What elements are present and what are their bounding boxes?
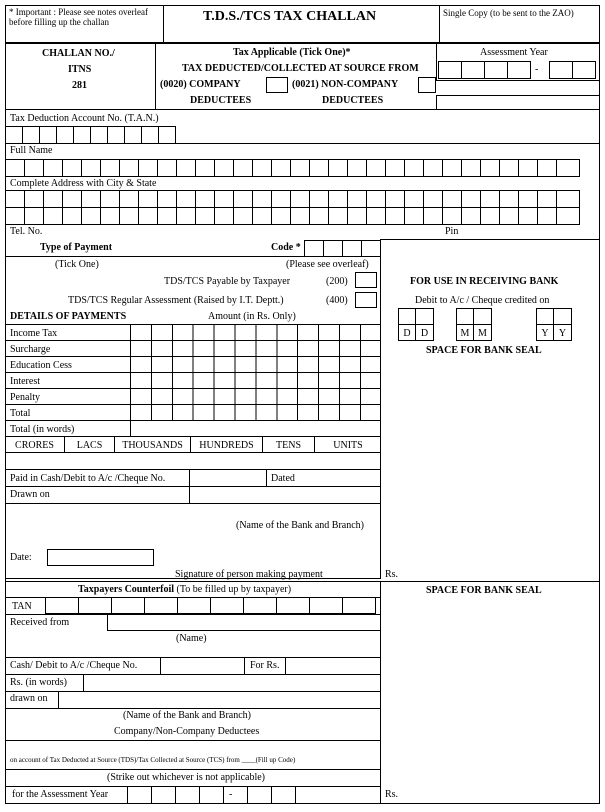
rule-after-code xyxy=(5,256,381,257)
paid-dated-divider xyxy=(266,469,267,486)
strike-out-label: (Strike out whichever is not applicable) xyxy=(107,772,266,783)
rs-in-words-label: Rs. (in words) xyxy=(10,677,67,688)
paid-dated-label: Dated xyxy=(271,473,295,484)
date-cell-m1-top xyxy=(456,308,474,325)
regular-tick-box[interactable] xyxy=(355,292,377,308)
counterfoil-rule-8 xyxy=(5,769,381,770)
date-cell-d2[interactable]: D xyxy=(416,324,434,341)
counterfoil-title-bold: Taxpayers Counterfoil xyxy=(78,584,175,595)
tan-cells[interactable] xyxy=(5,126,175,144)
bank-branch-label: (Name of the Bank and Branch) xyxy=(236,520,365,531)
code-label: Code * xyxy=(271,242,301,253)
income-tax-label: Income Tax xyxy=(10,328,58,339)
company-option-label: (0020) COMPANY xyxy=(160,79,241,90)
date-cell-d2-top xyxy=(416,308,434,325)
payable-code: (200) xyxy=(326,276,348,287)
counterfoil-title xyxy=(78,585,291,595)
rule-after-denominations xyxy=(5,452,381,453)
date-cell-d1[interactable]: D xyxy=(398,324,416,341)
assessment-year-start-cells[interactable] xyxy=(438,61,530,79)
assessment-lower-band xyxy=(436,80,600,96)
regular-code: (400) xyxy=(326,295,348,306)
regular-assessment-label: TDS/TCS Regular Assessment (Raised by I.T. Deptt.) xyxy=(68,295,284,306)
header-divider-right xyxy=(439,5,440,43)
details-rule-4 xyxy=(5,388,381,389)
counterfoil-assessment-start-cells[interactable] xyxy=(127,786,223,804)
date-cell-d1-top xyxy=(398,308,416,325)
denomination-row xyxy=(5,436,381,452)
counterfoil-rule-5 xyxy=(5,691,381,692)
counterfoil-cash-divider xyxy=(160,657,161,674)
tan-label: Tax Deduction Account No. (T.A.N.) xyxy=(10,113,159,124)
counterfoil-bank-branch-label: (Name of the Bank and Branch) xyxy=(123,710,252,721)
counterfoil-drawn-on-label: drawn on xyxy=(10,693,48,704)
amount-label: Amount (in Rs. Only) xyxy=(208,311,296,322)
date-cell-m2[interactable]: M xyxy=(474,324,492,341)
date-cell-y2[interactable]: Y xyxy=(554,324,572,341)
details-rule-2 xyxy=(5,356,381,357)
denomination-thousands: THOUSANDS xyxy=(115,436,191,452)
challan-number: 281 xyxy=(72,80,87,91)
tel-label: Tel. No. xyxy=(10,226,43,237)
counterfoil-tan-cells[interactable] xyxy=(45,597,375,614)
see-overleaf-label: (Please see overleaf) xyxy=(286,259,369,270)
code-cells[interactable] xyxy=(304,240,380,257)
full-name-cells[interactable] xyxy=(5,159,579,177)
education-cess-label: Education Cess xyxy=(10,360,72,371)
for-rs-label: For Rs. xyxy=(250,660,280,671)
date-input-box[interactable] xyxy=(47,549,154,566)
counterfoil-title-rest: (To be filled up by taxpayer) xyxy=(176,584,292,595)
address-label: Complete Address with City & State xyxy=(10,178,157,189)
rule-after-paid xyxy=(5,486,381,487)
on-account-label: on account of Tax Deducted at Source (TDS)/Tax Collected at Source (TCS) from ____(Fill up Code) xyxy=(10,756,296,764)
counterfoil-tan-label: TAN xyxy=(12,601,32,612)
denomination-crores: CRORES xyxy=(5,436,65,452)
rule-before-paid xyxy=(5,469,381,470)
counterfoil-rule-6 xyxy=(5,708,381,709)
payable-tick-box[interactable] xyxy=(355,272,377,288)
received-from-box[interactable] xyxy=(107,614,381,631)
penalty-label: Penalty xyxy=(10,392,40,403)
deductees-label: Company/Non-Company Deductees xyxy=(114,726,260,737)
noncompany-tick-box[interactable] xyxy=(418,77,436,93)
counterfoil-cash-label: Cash/ Debit to A/c /Cheque No. xyxy=(10,660,138,671)
date-cell-y2-top xyxy=(554,308,572,325)
surcharge-label: Surcharge xyxy=(10,344,51,355)
denomination-hundreds: HUNDREDS xyxy=(191,436,263,452)
received-from-label: Received from xyxy=(10,617,70,628)
payable-by-taxpayer-label: TDS/TCS Payable by Taxpayer xyxy=(164,276,291,287)
rule-after-drawn xyxy=(5,503,381,504)
details-rule-1 xyxy=(5,340,381,341)
denomination-tens: TENS xyxy=(263,436,315,452)
counterfoil-rule-4 xyxy=(5,674,381,675)
rule-after-tan xyxy=(5,143,600,144)
address-row-2-cells[interactable] xyxy=(5,207,579,225)
debit-credited-label: Debit to A/c / Cheque credited on xyxy=(415,295,550,306)
bank-seal-label-2: SPACE FOR BANK SEAL xyxy=(426,585,542,596)
denomination-lacs: LACS xyxy=(65,436,115,452)
bank-date-cells[interactable] xyxy=(398,324,572,341)
assessment-year-end-cells[interactable] xyxy=(549,61,595,79)
denomination-units: UNITS xyxy=(333,440,363,451)
drawn-on-divider xyxy=(58,691,59,708)
counterfoil-rule-7 xyxy=(5,740,381,741)
tax-applicable-label: Tax Applicable (Tick One)* xyxy=(233,47,351,58)
assessment-year-label: Assessment Year xyxy=(480,47,548,58)
counterfoil-rs-label: Rs. xyxy=(385,789,399,800)
form-title: T.D.S./TCS TAX CHALLAN xyxy=(203,9,377,24)
copy-note: Single Copy (to be sent to the ZAO) xyxy=(443,8,574,18)
noncompany-option-label: (0021) NON-COMPANY xyxy=(292,79,399,90)
noncompany-deductees-label: DEDUCTEES xyxy=(322,95,384,106)
address-row-1-cells[interactable] xyxy=(5,190,579,208)
details-rule-6 xyxy=(5,420,381,421)
important-note: * Important : Please see notes overleaf before filling up the challan xyxy=(9,7,148,28)
counterfoil-rule-3 xyxy=(5,657,381,658)
receiving-bank-label: FOR USE IN RECEIVING BANK xyxy=(410,276,559,287)
total-in-words-label: Total (in words) xyxy=(10,424,75,435)
type-of-payment-label: Type of Payment xyxy=(40,242,113,253)
date-label: Date: xyxy=(10,552,32,563)
counterfoil-forrs-divider xyxy=(244,657,245,674)
challan-divider-1 xyxy=(155,43,156,110)
bank-seal-label: SPACE FOR BANK SEAL xyxy=(426,345,542,356)
rs-words-divider xyxy=(83,674,84,691)
company-tick-box[interactable] xyxy=(266,77,288,93)
assessment-year-dash: - xyxy=(535,64,539,75)
total-label: Total xyxy=(10,408,31,419)
date-cell-y1-top xyxy=(536,308,554,325)
paid-cash-label: Paid in Cash/Debit to A/c /Cheque No. xyxy=(10,473,166,484)
details-of-payments-title: DETAILS OF PAYMENTS xyxy=(10,311,127,322)
date-cell-m1[interactable]: M xyxy=(456,324,474,341)
drawn-on-label: Drawn on xyxy=(10,489,50,500)
date-cell-y1[interactable]: Y xyxy=(536,324,554,341)
counterfoil-assessment-end-cells[interactable] xyxy=(247,786,295,804)
challan-no-label: CHALLAN NO./ xyxy=(42,48,115,59)
tick-one-label: (Tick One) xyxy=(55,259,99,270)
counterfoil-forrs-divider-2 xyxy=(285,657,286,674)
challan-divider-2 xyxy=(436,43,437,110)
counterfoil-assessment-dash: - xyxy=(229,789,233,800)
full-name-label: Full Name xyxy=(10,145,53,156)
date-cell-m2-top xyxy=(474,308,492,325)
details-rule-3 xyxy=(5,372,381,373)
counterfoil-name-label: (Name) xyxy=(176,633,207,644)
pin-label: Pin xyxy=(445,226,459,237)
company-deductees-label: DEDUCTEES xyxy=(190,95,252,106)
rs-label: Rs. xyxy=(385,569,399,580)
details-rule-5 xyxy=(5,404,381,405)
interest-label: Interest xyxy=(10,376,40,387)
itns-label: ITNS xyxy=(68,64,92,75)
header-divider-left xyxy=(163,5,164,43)
signature-label: Signature of person making payment xyxy=(175,569,323,580)
tax-deducted-label: TAX DEDUCTED/COLLECTED AT SOURCE FROM xyxy=(182,63,419,74)
for-assessment-year-label: for the Assessment Year xyxy=(12,789,109,800)
